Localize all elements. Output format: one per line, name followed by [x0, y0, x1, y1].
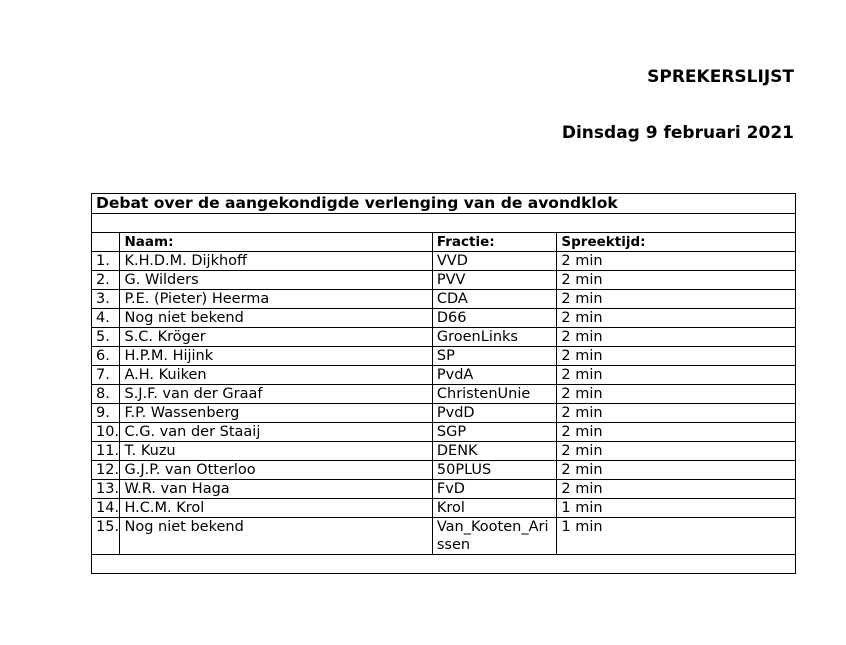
header-number-cell: [92, 233, 120, 252]
table-row: [92, 309, 796, 328]
row-number: 5.: [92, 328, 120, 347]
speaker-name: Nog niet bekend: [120, 518, 432, 555]
speakers-table: [91, 193, 796, 574]
speaker-fractie: D66: [432, 309, 557, 328]
table-row: [92, 347, 796, 366]
speaker-fractie: FvD: [432, 480, 557, 499]
speaker-fractie: 50PLUS: [432, 461, 557, 480]
table-row: [92, 480, 796, 499]
debate-title: Debat over de aangekondigde verlenging van de avondklok: [92, 194, 796, 214]
row-number: 4.: [92, 309, 120, 328]
speaking-time: 2 min: [557, 309, 796, 328]
speaker-fractie: VVD: [432, 252, 557, 271]
table-row: [92, 252, 796, 271]
speaking-time: 2 min: [557, 423, 796, 442]
speaking-time: 2 min: [557, 347, 796, 366]
speaker-fractie: CDA: [432, 290, 557, 309]
row-number: 6.: [92, 347, 120, 366]
speaker-fractie: DENK: [432, 442, 557, 461]
speaking-time: 1 min: [557, 518, 796, 555]
row-number: 12.: [92, 461, 120, 480]
row-number: 3.: [92, 290, 120, 309]
speaker-name: H.P.M. Hijink: [120, 347, 432, 366]
table-row: [92, 385, 796, 404]
speaker-name: W.R. van Haga: [120, 480, 432, 499]
speaker-name: K.H.D.M. Dijkhoff: [120, 252, 432, 271]
speaking-time: 2 min: [557, 442, 796, 461]
table-row: [92, 442, 796, 461]
speaker-name: H.C.M. Krol: [120, 499, 432, 518]
speaking-time: 1 min: [557, 499, 796, 518]
speaking-time: 2 min: [557, 404, 796, 423]
header-spreektijd: Spreektijd:: [557, 233, 796, 252]
column-header-row: [92, 233, 796, 252]
table-caption-row: [92, 194, 796, 214]
speaking-time: 2 min: [557, 290, 796, 309]
header-fractie: Fractie:: [432, 233, 557, 252]
speaker-fractie: SGP: [432, 423, 557, 442]
cut-off-header-logo: [140, 0, 149, 10]
speaker-name: T. Kuzu: [120, 442, 432, 461]
table-row: [92, 518, 796, 555]
document-date: Dinsdag 9 februari 2021: [561, 123, 794, 143]
speaking-time: 2 min: [557, 271, 796, 290]
row-number: 15.: [92, 518, 120, 555]
table-row: [92, 328, 796, 347]
speaking-time: 2 min: [557, 366, 796, 385]
speaker-name: A.H. Kuiken: [120, 366, 432, 385]
speaking-time: 2 min: [557, 385, 796, 404]
speaker-name: G. Wilders: [120, 271, 432, 290]
row-number: 7.: [92, 366, 120, 385]
table-row: [92, 366, 796, 385]
speaking-time: 2 min: [557, 252, 796, 271]
speaker-name: F.P. Wassenberg: [120, 404, 432, 423]
blank-row: [92, 555, 796, 574]
speaker-fractie: ChristenUnie: [432, 385, 557, 404]
speaker-name: C.G. van der Staaij: [120, 423, 432, 442]
speaker-name: S.C. Kröger: [120, 328, 432, 347]
speaking-time: 2 min: [557, 480, 796, 499]
speaking-time: 2 min: [557, 328, 796, 347]
speaker-fractie: Krol: [432, 499, 557, 518]
speaking-time: 2 min: [557, 461, 796, 480]
row-number: 2.: [92, 271, 120, 290]
row-number: 9.: [92, 404, 120, 423]
table-row: [92, 423, 796, 442]
row-number: 11.: [92, 442, 120, 461]
speaker-name: P.E. (Pieter) Heerma: [120, 290, 432, 309]
blank-row: [92, 214, 796, 233]
speaker-fractie: PvdA: [432, 366, 557, 385]
table-row: [92, 271, 796, 290]
table-row: [92, 290, 796, 309]
speaker-name: Nog niet bekend: [120, 309, 432, 328]
table-row: [92, 499, 796, 518]
document-title: SPREKERSLIJST: [647, 67, 794, 87]
table-row: [92, 461, 796, 480]
row-number: 13.: [92, 480, 120, 499]
row-number: 8.: [92, 385, 120, 404]
speaker-fractie: PvdD: [432, 404, 557, 423]
speaker-fractie: GroenLinks: [432, 328, 557, 347]
header-name: Naam:: [120, 233, 432, 252]
speaker-fractie: Van_Kooten_Arissen: [432, 518, 557, 555]
speaker-fractie: SP: [432, 347, 557, 366]
speaker-name: G.J.P. van Otterloo: [120, 461, 432, 480]
row-number: 10.: [92, 423, 120, 442]
row-number: 14.: [92, 499, 120, 518]
speaker-fractie: PVV: [432, 271, 557, 290]
row-number: 1.: [92, 252, 120, 271]
table-row: [92, 404, 796, 423]
speaker-name: S.J.F. van der Graaf: [120, 385, 432, 404]
